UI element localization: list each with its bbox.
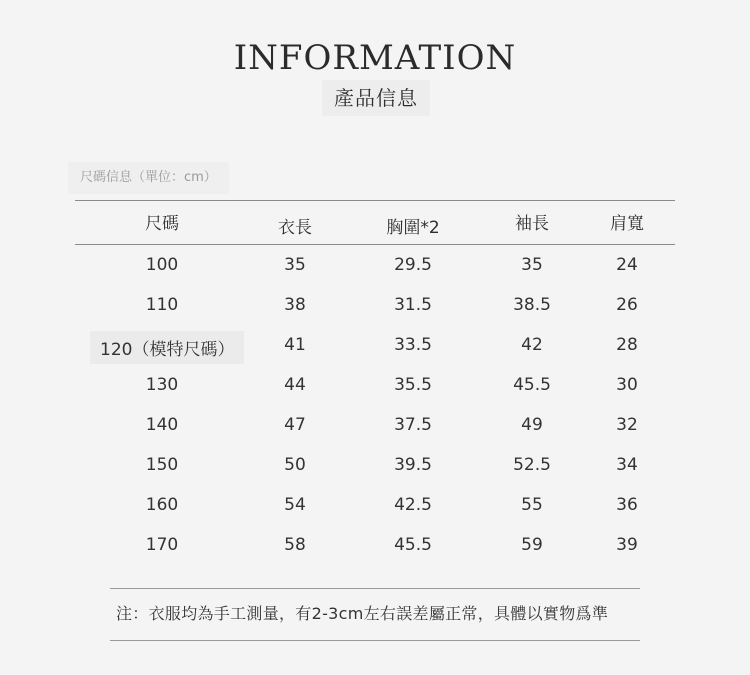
cell-size: 170 <box>145 535 179 555</box>
cell-shoulder: 36 <box>616 495 638 515</box>
cell-chest: 39.5 <box>394 455 432 475</box>
cell-length: 47 <box>284 415 306 435</box>
cell-chest: 33.5 <box>394 335 432 355</box>
cell-length: 35 <box>284 255 306 275</box>
cell-chest: 29.5 <box>394 255 432 275</box>
cell-shoulder: 26 <box>616 295 638 315</box>
cell-size: 100 <box>145 255 179 275</box>
cell-length: 41 <box>284 335 306 355</box>
page-title: INFORMATION <box>233 38 517 78</box>
cell-shoulder: 28 <box>616 335 638 355</box>
cell-size: 160 <box>145 495 179 515</box>
cell-shoulder: 24 <box>616 255 638 275</box>
cell-length: 58 <box>284 535 306 555</box>
cell-length: 44 <box>284 375 306 395</box>
cell-length: 54 <box>284 495 306 515</box>
cell-chest: 45.5 <box>394 535 432 555</box>
cell-chest: 31.5 <box>394 295 432 315</box>
cell-chest: 42.5 <box>394 495 432 515</box>
cell-size: 130 <box>145 375 179 395</box>
cell-length: 50 <box>284 455 306 475</box>
cell-length: 38 <box>284 295 306 315</box>
header-sleeve: 袖長 <box>515 214 549 234</box>
cell-sleeve: 52.5 <box>513 455 551 475</box>
header-chest: 胸圍*2 <box>386 218 440 238</box>
cell-sleeve: 45.5 <box>513 375 551 395</box>
page-subtitle: 產品信息 <box>322 80 430 116</box>
cell-sleeve: 55 <box>521 495 543 515</box>
header-length: 衣長 <box>278 218 312 238</box>
measurement-note: 注：衣服均為手工測量，有2-3cm左右誤差屬正常，具體以實物爲準 <box>116 604 609 623</box>
unit-label: 尺碼信息（單位：cm） <box>68 162 229 194</box>
cell-chest: 35.5 <box>394 375 432 395</box>
cell-size: 110 <box>145 295 179 315</box>
cell-sleeve: 59 <box>521 535 543 555</box>
cell-sleeve: 35 <box>521 255 543 275</box>
table-header-rule <box>75 244 675 245</box>
cell-chest: 37.5 <box>394 415 432 435</box>
header-size: 尺碼 <box>145 214 179 234</box>
cell-shoulder: 34 <box>616 455 638 475</box>
table-top-rule <box>75 200 675 201</box>
cell-size: 140 <box>145 415 179 435</box>
cell-shoulder: 39 <box>616 535 638 555</box>
cell-size: 120（模特尺碼） <box>90 331 244 364</box>
cell-shoulder: 32 <box>616 415 638 435</box>
cell-size: 150 <box>145 455 179 475</box>
header-shoulder: 肩寬 <box>610 214 644 234</box>
cell-shoulder: 30 <box>616 375 638 395</box>
cell-sleeve: 49 <box>521 415 543 435</box>
note-bottom-rule <box>110 640 640 641</box>
cell-sleeve: 38.5 <box>513 295 551 315</box>
cell-sleeve: 42 <box>521 335 543 355</box>
